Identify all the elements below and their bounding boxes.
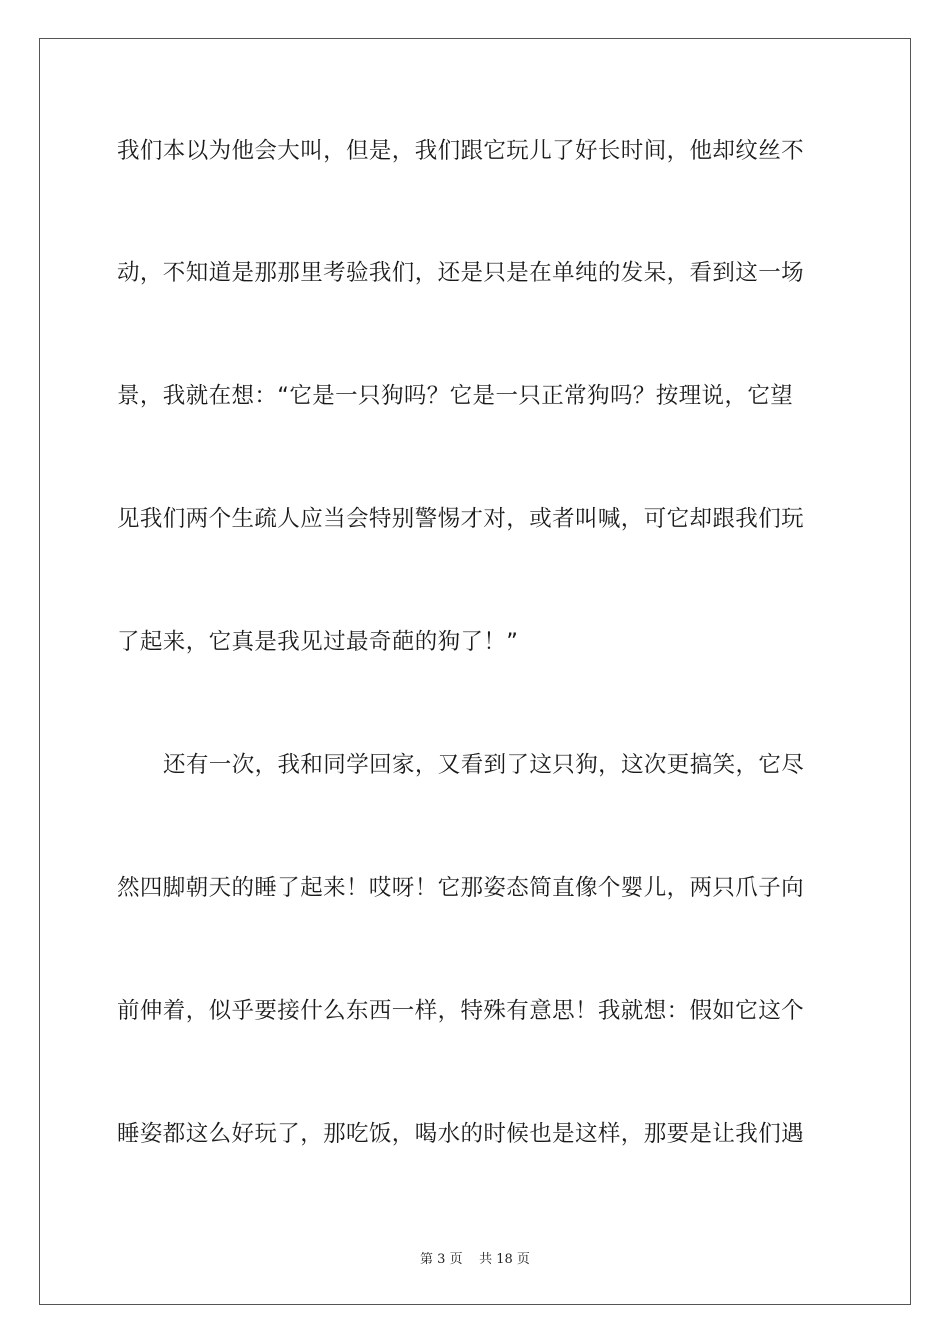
page-footer — [0, 1248, 950, 1267]
text-line: 见我们两个生疏人应当会特别警惕才对，或者叫喊，可它却跟我们玩 — [117, 506, 805, 532]
text-line: 景，我就在想：“它是一只狗吗？它是一只正常狗吗？按理说，它望 — [117, 383, 794, 409]
paragraph-first-line: 还有一次，我和同学回家，又看到了这只狗，这次更搞笑，它尽 — [163, 752, 805, 778]
text-line: 了起来，它真是我见过最奇葩的狗了！” — [117, 629, 519, 655]
text-line: 前伸着，似乎要接什么东西一样，特殊有意思！我就想：假如它这个 — [117, 998, 805, 1024]
text-line: 动，不知道是那那里考验我们，还是只是在单纯的发呆，看到这一场 — [117, 260, 805, 286]
page-total: 共 18 页 — [479, 1252, 530, 1267]
page-border — [39, 38, 911, 1305]
text-line: 然四脚朝天的睡了起来！哎呀！它那姿态简直像个婴儿，两只爪子向 — [117, 875, 805, 901]
page-number: 第 3 页 — [420, 1252, 463, 1267]
text-line: 睡姿都这么好玩了，那吃饭，喝水的时候也是这样，那要是让我们遇 — [117, 1121, 805, 1147]
text-line: 我们本以为他会大叫，但是，我们跟它玩儿了好长时间，他却纹丝不 — [117, 138, 805, 164]
